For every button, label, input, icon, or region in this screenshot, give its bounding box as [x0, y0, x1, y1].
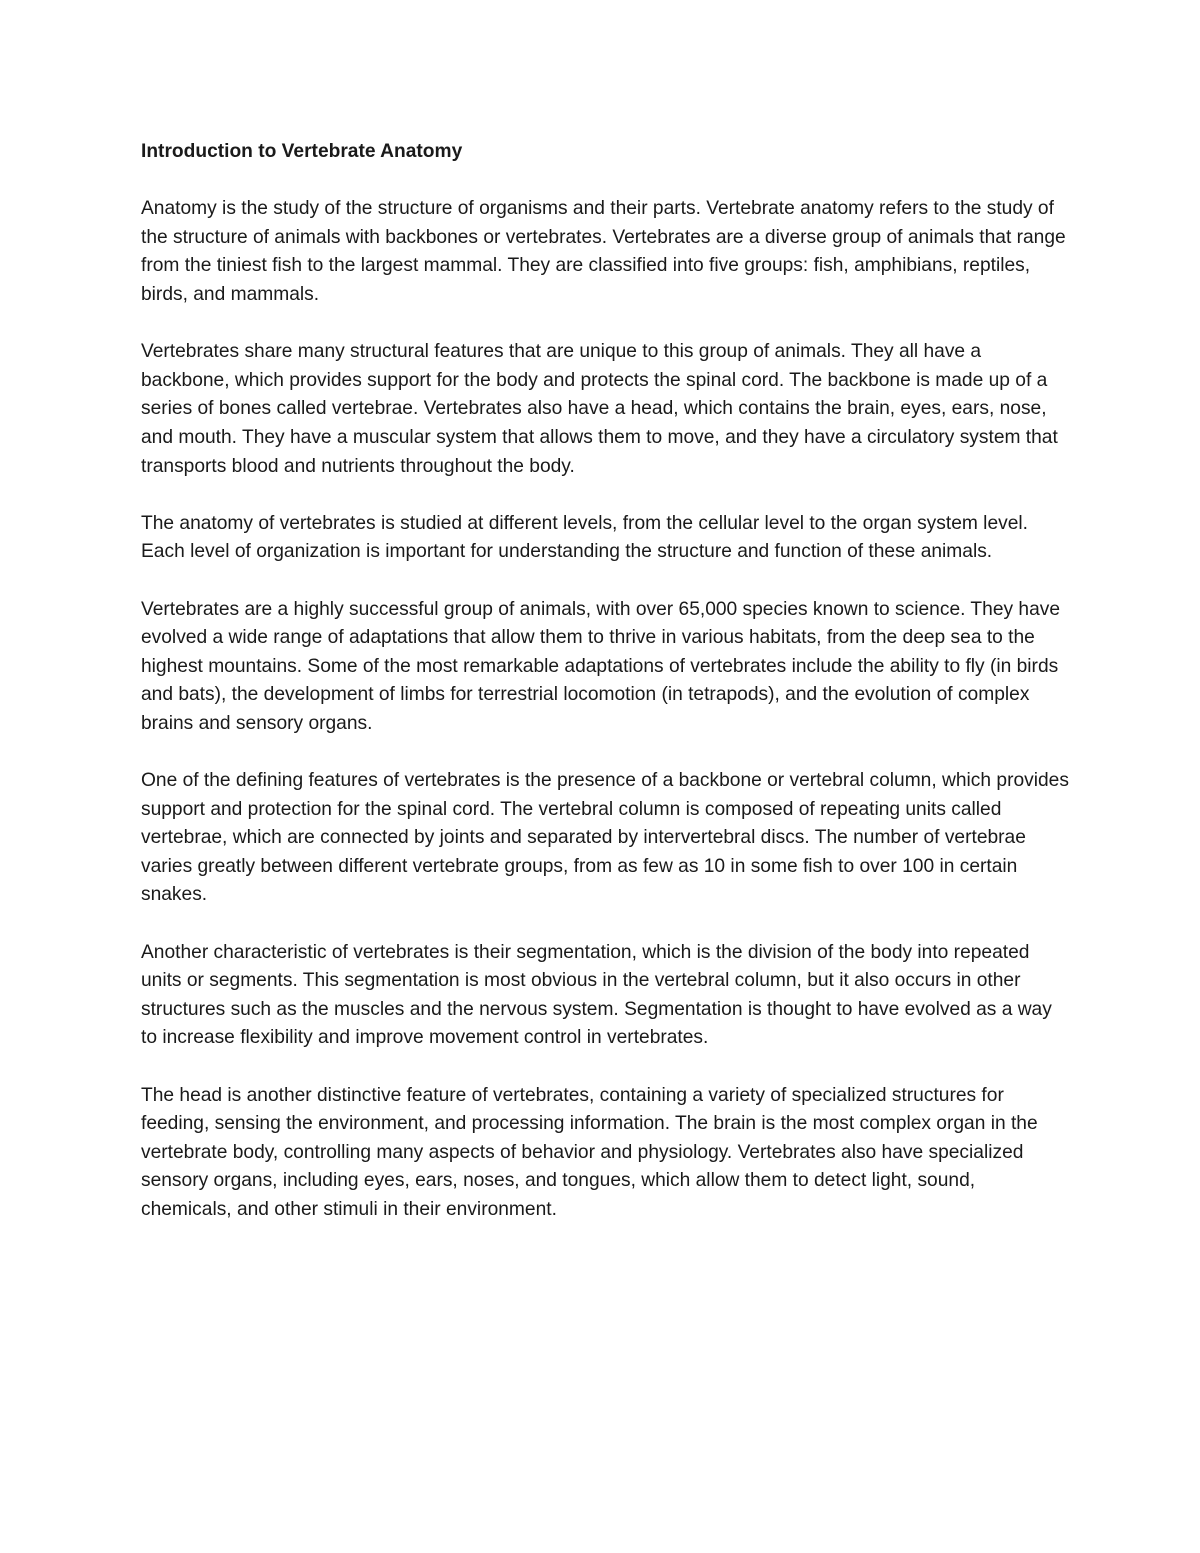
- paragraph-2: Vertebrates share many structural features that are unique to this group of animals. They all have a backbone, which provides support for the body and protects the spinal cord. The backbone is made up of a series of bones called vertebrae. Vertebrates also have a head, which contains the brain, eyes, ears, nose, and mouth. They have a muscular system that allows them to move, and they have a circulatory system that transports blood and nutrients throughout the body.: [141, 341, 1058, 477]
- paragraph-5: One of the defining features of vertebrates is the presence of a backbone or vertebral column, which provides support and protection for the spinal cord. The vertebral column is composed of repeating units called vertebrae, which are connected by joints and separated by intervertebral discs. The number of vertebrae varies greatly between different vertebrate groups, from as few as 10 in some fish to over 100 in certain snakes.: [141, 770, 1069, 906]
- document-body: [141, 138, 1071, 1253]
- paragraph-6: Another characteristic of vertebrates is their segmentation, which is the division of the body into repeated units or segments. This segmentation is most obvious in the vertebral column, but it also occurs in other structures such as the muscles and the nervous system. Segmentation is thought to have evolved as a way to increase flexibility and improve movement control in vertebrates.: [141, 941, 1052, 1049]
- paragraph-4: Vertebrates are a highly successful group of animals, with over 65,000 species known to science. They have evolved a wide range of adaptations that allow them to thrive in various habitats, from the deep sea to the highest mountains. Some of the most remarkable adaptations of vertebrates include the ability to fly (in birds and bats), the development of limbs for terrestrial locomotion (in tetrapods), and the evolution of complex brains and sensory organs.: [141, 598, 1061, 734]
- paragraph-7: The head is another distinctive feature of vertebrates, containing a variety of specialized structures for feeding, sensing the environment, and processing information. The brain is the most complex organ in the vertebrate body, controlling many aspects of behavior and physiology. Vertebrates also have specialized sensory organs, including eyes, ears, noses, and tongues, which allow them to detect light, sound, chemicals, and other stimuli in their environment.: [141, 1084, 1038, 1220]
- document-title: Introduction to Vertebrate Anatomy: [141, 141, 463, 162]
- paragraph-1: Anatomy is the study of the structure of organisms and their parts. Vertebrate anatomy refers to the study of the structure of animals with backbones or vertebrates. Vertebrates are a diverse group of animals that range from the tiniest fish to the largest mammal. They are classified into five groups: fish, amphibians, reptiles, birds, and mammals.: [141, 198, 1066, 305]
- paragraph-3: The anatomy of vertebrates is studied at different levels, from the cellular level to the organ system level. Each level of organization is important for understanding the structure and function of these animals.: [141, 512, 1028, 563]
